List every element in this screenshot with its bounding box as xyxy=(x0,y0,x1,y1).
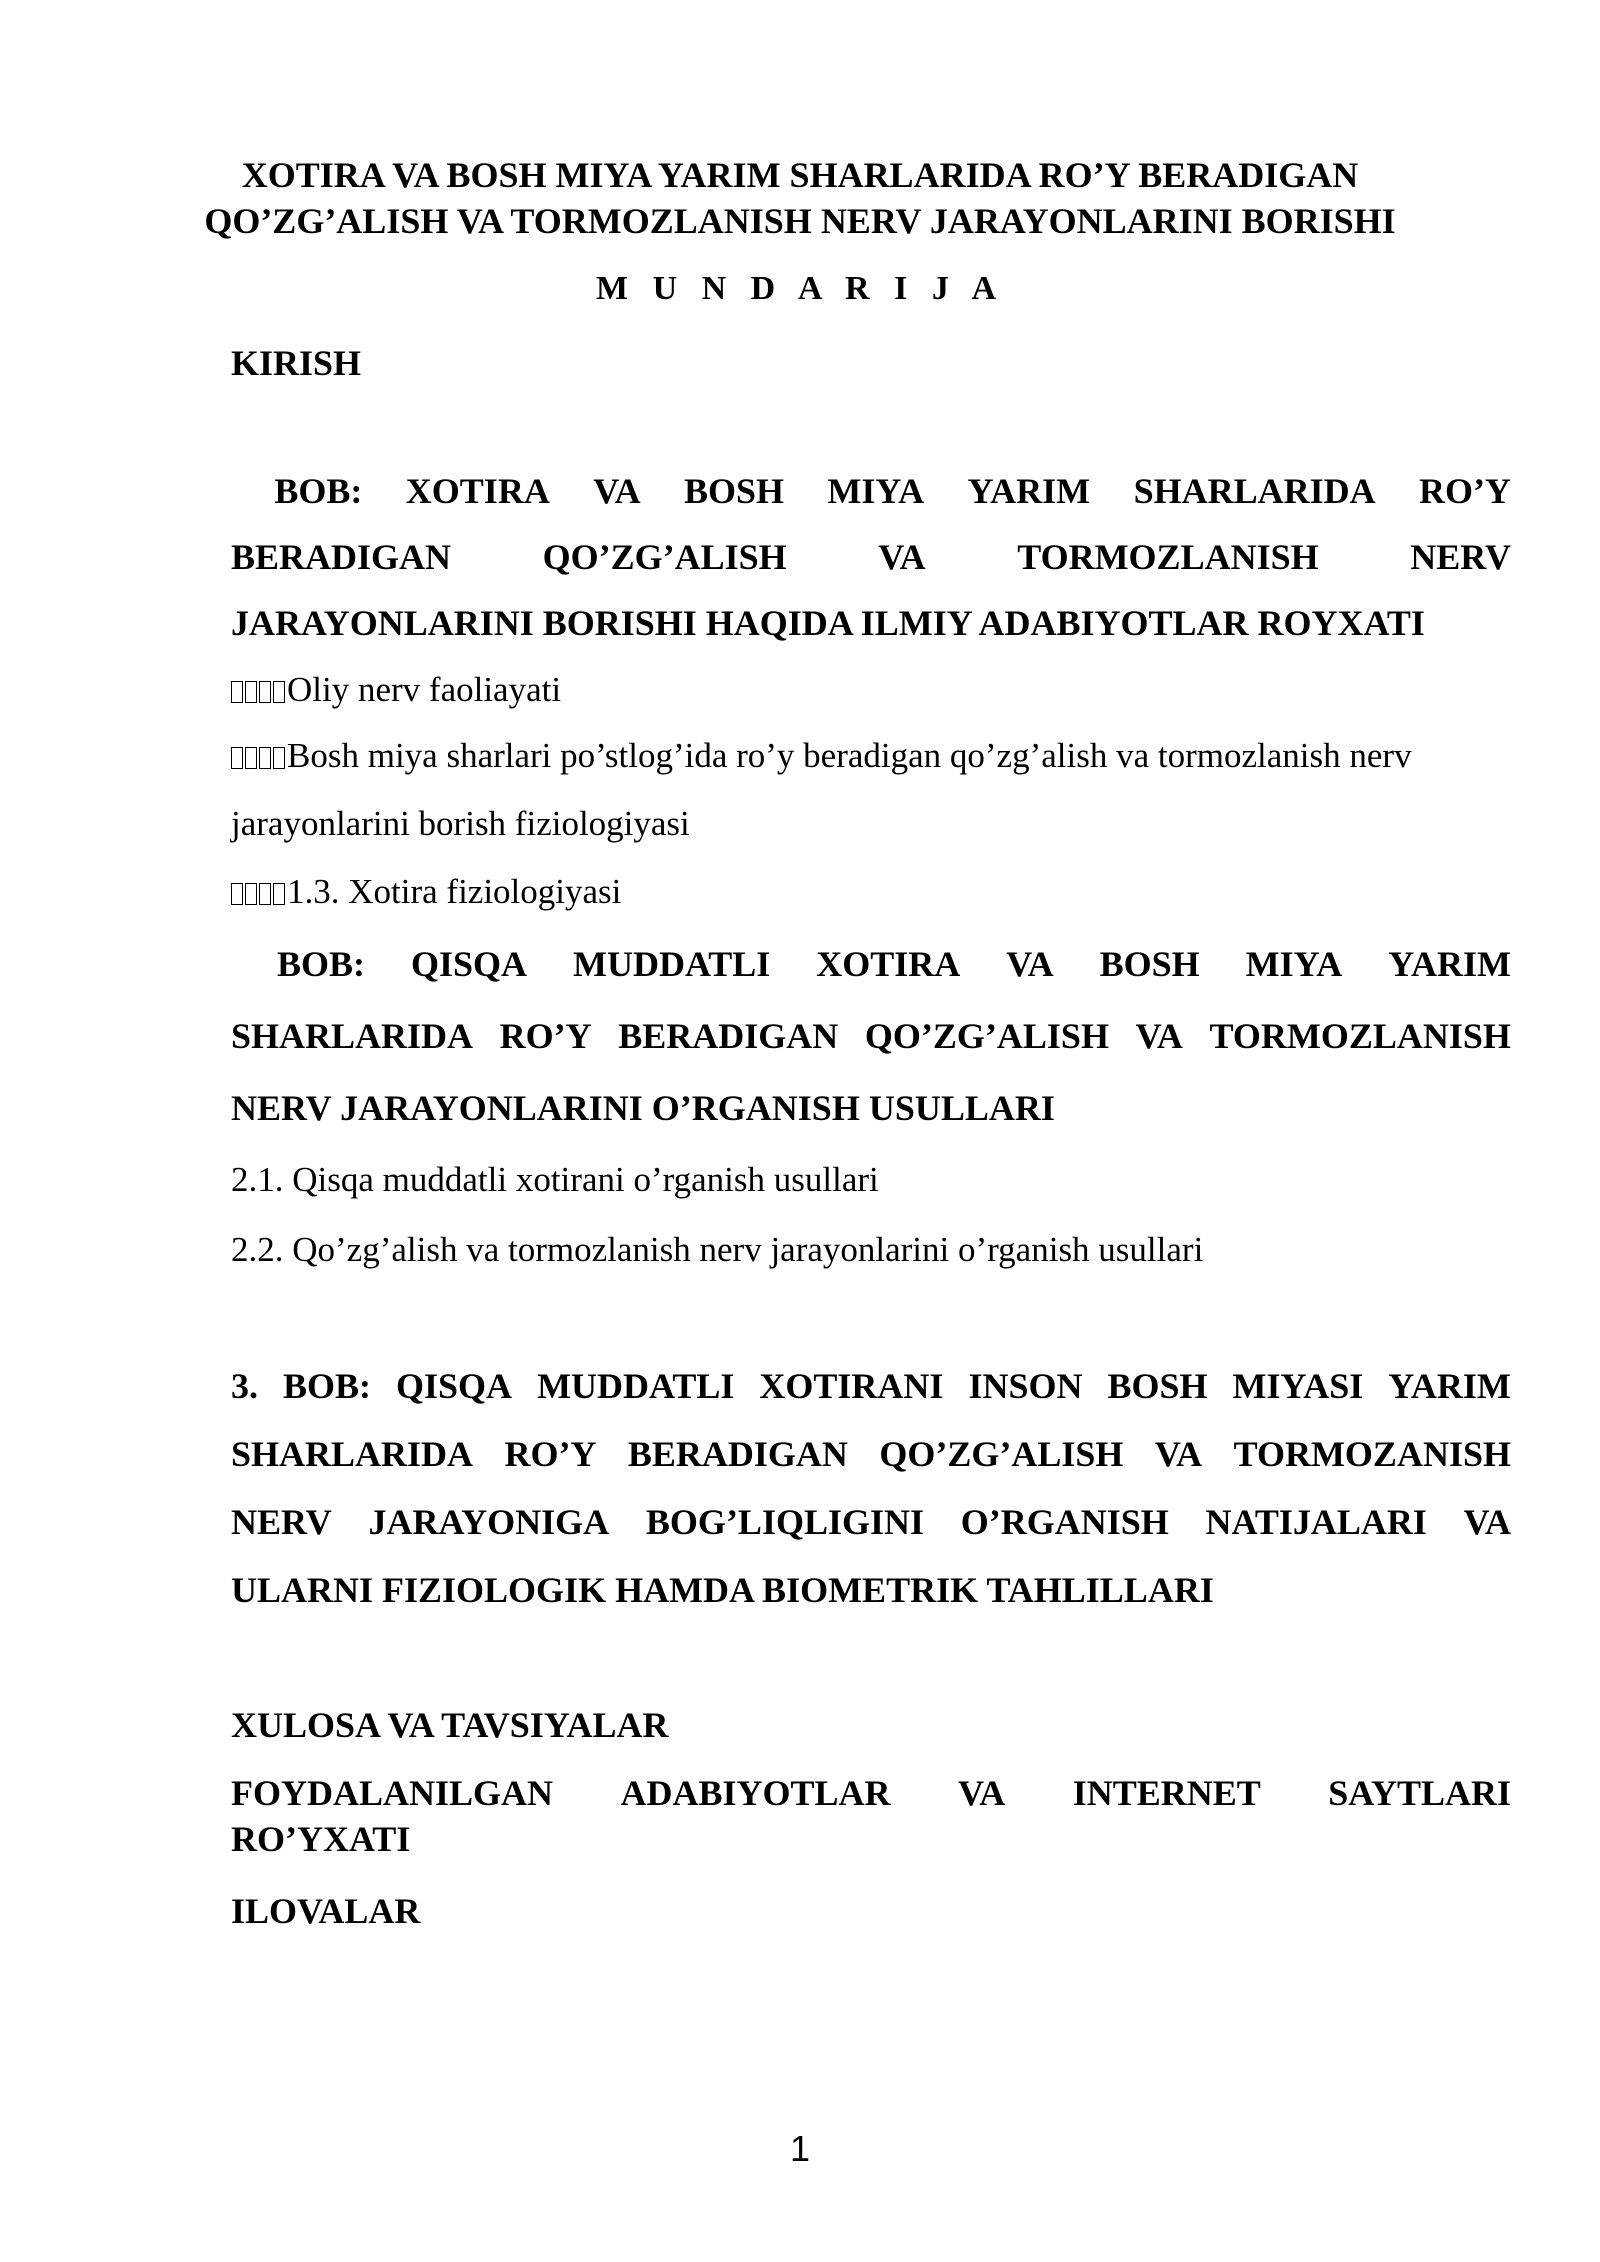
heading-word: VA xyxy=(1135,1016,1183,1056)
heading-word: INTERNET xyxy=(1072,1773,1261,1813)
heading-word: BOB: xyxy=(283,1366,372,1406)
heading-word: BERADIGAN xyxy=(231,537,452,577)
heading-word: RO’Y xyxy=(504,1434,597,1474)
heading-word: XOTIRANI xyxy=(759,1366,944,1406)
heading-word: BOB: xyxy=(276,944,365,984)
toc-appendix: ILOVALAR xyxy=(231,1891,421,1931)
chapter-3-line-4: ULARNI FIZIOLOGIK HAMDA BIOMETRIK TAHLILLARI xyxy=(231,1570,1214,1610)
toc-section-1-1 xyxy=(231,670,1511,710)
heading-word: MIYA xyxy=(1245,944,1343,984)
heading-word: NERV xyxy=(231,1502,332,1542)
heading-word: NATIJALARI xyxy=(1205,1502,1427,1542)
heading-word: TORMOZLANISH xyxy=(1017,537,1319,577)
heading-word: VA xyxy=(1463,1502,1511,1542)
bullet-placeholder-icon xyxy=(231,736,287,775)
heading-word: SHARLARIDA xyxy=(231,1434,474,1474)
heading-word: MUDDATLI xyxy=(537,1366,735,1406)
chapter-2-line-2 xyxy=(231,1015,1511,1057)
heading-word: YARIM xyxy=(967,471,1091,511)
heading-word: TORMOZANISH xyxy=(1233,1434,1511,1474)
heading-word: MUDDATLI xyxy=(572,944,771,984)
heading-word: RO’Y xyxy=(499,1016,592,1056)
heading-word: BOB: xyxy=(274,471,363,511)
heading-word: O’RGANISH xyxy=(960,1502,1169,1542)
heading-word: YARIM xyxy=(1388,944,1511,984)
heading-word: QO’ZG’ALISH xyxy=(879,1434,1124,1474)
heading-word: VA xyxy=(1154,1434,1203,1474)
heading-word: VA xyxy=(957,1773,1006,1813)
toc-chapter-2 xyxy=(231,943,1511,985)
toc-intro: KIRISH xyxy=(231,343,362,383)
heading-word: TORMOZLANISH xyxy=(1209,1016,1511,1056)
heading-word: MIYA xyxy=(827,471,925,511)
heading-word: QISQA xyxy=(396,1366,513,1406)
heading-word: VA xyxy=(1006,944,1054,984)
section-1-2-label: Bosh miya sharlari po’stlog’ida ro’y beradigan qo’zg’alish va tormozlanish nerv xyxy=(287,736,1412,775)
chapter-2-line-1 xyxy=(231,943,1511,985)
heading-word: QISQA xyxy=(410,944,527,984)
chapter-1-line-3: JARAYONLARINI BORISHI HAQIDA ILMIY ADABIYOTLAR ROYXATI xyxy=(231,603,1425,643)
heading-word: 3. xyxy=(231,1366,258,1406)
heading-word: ADABIYOTLAR xyxy=(620,1773,891,1813)
toc-references-line-2: RO’YXATI xyxy=(231,1819,411,1859)
heading-word: BERADIGAN xyxy=(627,1434,848,1474)
heading-word: VA xyxy=(878,537,926,577)
heading-word: RO’Y xyxy=(1419,471,1511,511)
chapter-3-line-1 xyxy=(231,1365,1511,1407)
title-line-1: XOTIRA VA BOSH MIYA YARIM SHARLARIDA RO’Y BERADIGAN xyxy=(241,155,1359,195)
toc-chapter-1 xyxy=(231,470,1511,512)
chapter-3-line-3 xyxy=(231,1501,1511,1543)
bullet-placeholder-icon xyxy=(231,670,287,709)
chapter-2-line-3: NERV JARAYONLARINI O’RGANISH USULLARI xyxy=(231,1088,1055,1128)
toc-references-line-1 xyxy=(231,1772,1511,1814)
heading-word: QO’ZG’ALISH xyxy=(542,537,787,577)
page-number: 1 xyxy=(789,2128,811,2169)
heading-word: XOTIRA xyxy=(405,471,550,511)
toc-section-2-1: 2.1. Qisqa muddatli xotirani o’rganish usullari xyxy=(231,1160,879,1199)
heading-word: NERV xyxy=(1410,537,1511,577)
heading-word: SAYTLARI xyxy=(1328,1773,1511,1813)
heading-word: MIYASI xyxy=(1232,1366,1364,1406)
chapter-3-line-2 xyxy=(231,1433,1511,1475)
heading-word: BOSH xyxy=(1107,1366,1208,1406)
document-title xyxy=(180,152,1420,244)
heading-word: VA xyxy=(593,471,641,511)
heading-word: YARIM xyxy=(1388,1366,1511,1406)
toc-section-1-3 xyxy=(231,872,1511,912)
heading-word: SHARLARIDA xyxy=(1133,471,1376,511)
section-1-2-label-cont: jarayonlarini borish fiziologiyasi xyxy=(231,804,690,843)
heading-word: BOG’LIQLIGINI xyxy=(645,1502,924,1542)
heading-word: BERADIGAN xyxy=(618,1016,839,1056)
toc-section-1-2 xyxy=(231,736,1511,776)
title-line-2: QO’ZG’ALISH VA TORMOZLANISH NERV JARAYONLARINI BORISHI xyxy=(204,201,1396,241)
toc-section-2-2: 2.2. Qo’zg’alish va tormozlanish nerv jarayonlarini o’rganish usullari xyxy=(231,1230,1204,1269)
heading-word: BOSH xyxy=(1099,944,1200,984)
heading-word: INSON xyxy=(968,1366,1083,1406)
heading-word: FOYDALANILGAN xyxy=(231,1773,554,1813)
toc-heading: M U N D A R I J A xyxy=(595,270,1005,307)
heading-word: QO’ZG’ALISH xyxy=(864,1016,1109,1056)
chapter-1-line-1 xyxy=(231,470,1511,512)
heading-word: BOSH xyxy=(683,471,785,511)
heading-word: SHARLARIDA xyxy=(231,1016,474,1056)
heading-word: XOTIRA xyxy=(816,944,961,984)
bullet-placeholder-icon xyxy=(231,872,287,911)
toc-conclusion: XULOSA VA TAVSIYALAR xyxy=(231,1705,669,1745)
section-1-1-label: Oliy nerv faoliayati xyxy=(287,670,562,709)
section-1-3-label: 1.3. Xotira fiziologiyasi xyxy=(287,872,622,911)
heading-word: JARAYONIGA xyxy=(368,1502,610,1542)
chapter-1-line-2 xyxy=(231,536,1511,578)
